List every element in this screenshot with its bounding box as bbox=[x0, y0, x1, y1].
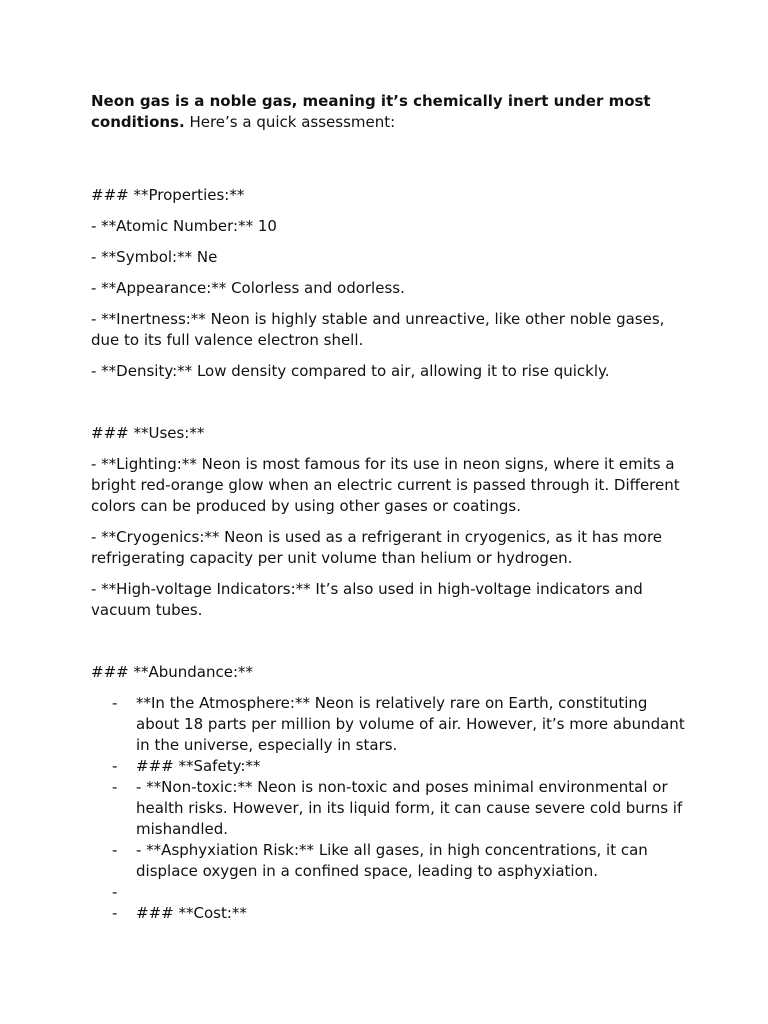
list-item bbox=[91, 903, 691, 924]
list-bullet: - bbox=[112, 694, 118, 712]
document-page bbox=[91, 91, 691, 924]
uses-item-lighting: - **Lighting:** Neon is most famous for its use in neon signs, where it emits a bright red-orange glow when an electric current is passed through it. Different colors can be produced by using other gases or coatings. bbox=[91, 455, 680, 515]
list-bullet: - bbox=[112, 757, 118, 775]
list-item-text: - **Asphyxiation Risk:** Like all gases, in high concentrations, it can displace oxygen in a confined space, leading to asphyxiation. bbox=[136, 841, 648, 880]
uses-heading: ### **Uses:** bbox=[91, 424, 205, 442]
list-item-text bbox=[136, 882, 691, 903]
properties-item-inertness: - **Inertness:** Neon is highly stable and unreactive, like other noble gases, due to its full valence electron shell. bbox=[91, 310, 665, 349]
list-item bbox=[91, 756, 691, 777]
list-item bbox=[91, 693, 691, 756]
intro-text: Here’s a quick assessment: bbox=[184, 113, 396, 131]
properties-item-symbol: - **Symbol:** Ne bbox=[91, 248, 218, 266]
abundance-section bbox=[91, 662, 691, 924]
list-item-text: - **Non-toxic:** Neon is non-toxic and poses minimal environmental or health risks. However, in its liquid form, it can cause severe cold burns if mishandled. bbox=[136, 778, 683, 838]
properties-section bbox=[91, 185, 691, 382]
list-item bbox=[91, 882, 691, 903]
uses-item-high-voltage: - **High-voltage Indicators:** It’s also used in high-voltage indicators and vacuum tubes. bbox=[91, 580, 643, 619]
list-bullet: - bbox=[112, 778, 118, 796]
list-item bbox=[91, 840, 691, 882]
properties-item-density: - **Density:** Low density compared to air, allowing it to rise quickly. bbox=[91, 362, 610, 380]
list-bullet: - bbox=[112, 904, 118, 922]
list-bullet: - bbox=[112, 883, 118, 901]
properties-heading: ### **Properties:** bbox=[91, 186, 245, 204]
uses-item-cryogenics: - **Cryogenics:** Neon is used as a refrigerant in cryogenics, as it has more refrigerating capacity per unit volume than helium or hydrogen. bbox=[91, 528, 663, 567]
abundance-heading: ### **Abundance:** bbox=[91, 663, 254, 681]
list-item bbox=[91, 777, 691, 840]
list-item-text: **In the Atmosphere:** Neon is relatively rare on Earth, constituting about 18 parts per million by volume of air. However, it’s more abundant in the universe, especially in stars. bbox=[136, 694, 685, 754]
intro-bold-text: Neon gas is a noble gas, meaning it’s chemically inert under most conditions. bbox=[91, 92, 651, 131]
intro-paragraph bbox=[91, 91, 691, 133]
list-item-text: ### **Safety:** bbox=[136, 757, 261, 775]
abundance-list bbox=[91, 693, 691, 924]
properties-item-appearance: - **Appearance:** Colorless and odorless. bbox=[91, 279, 405, 297]
list-item-text: ### **Cost:** bbox=[136, 904, 247, 922]
list-bullet: - bbox=[112, 841, 118, 859]
properties-item-atomic-number: - **Atomic Number:** 10 bbox=[91, 217, 277, 235]
uses-section bbox=[91, 423, 691, 621]
